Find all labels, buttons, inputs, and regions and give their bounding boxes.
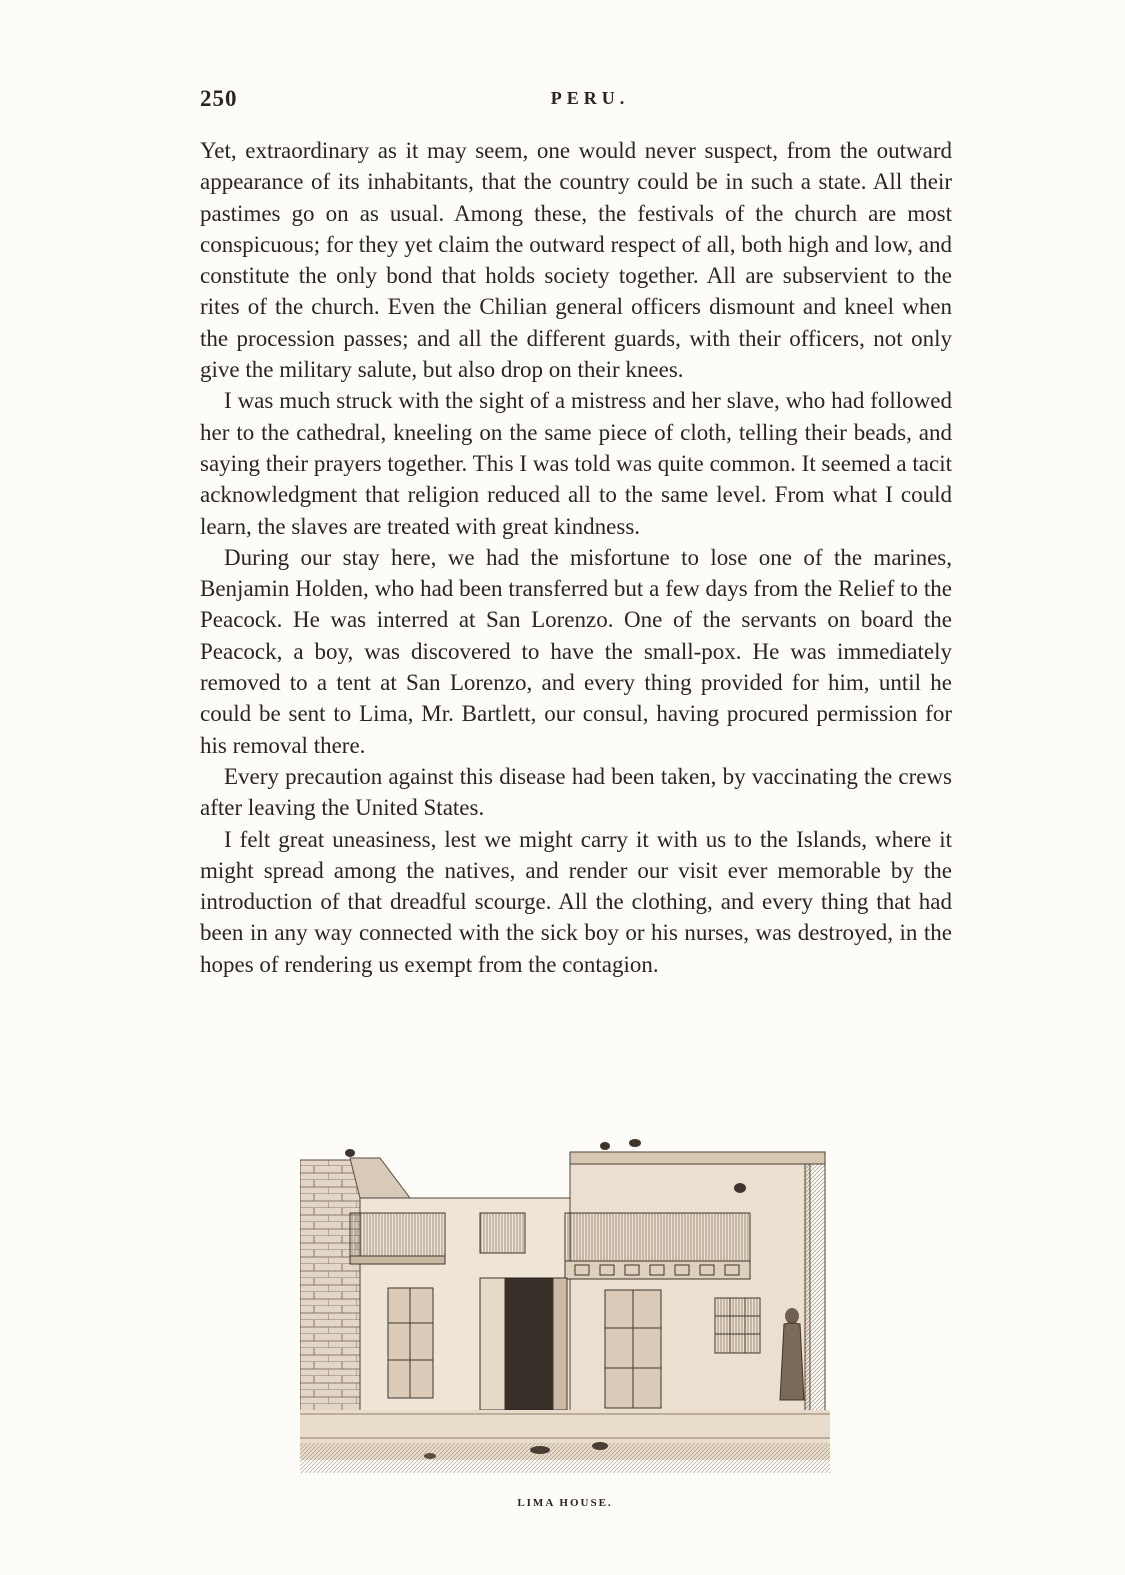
page-number: 250	[200, 86, 238, 111]
paragraph: Every precaution against this disease had been taken, by vaccinating the crews after leaving the United States.	[200, 763, 952, 821]
house-engraving	[300, 1138, 830, 1486]
paragraph: During our stay here, we had the misfortune to lose one of the marines, Benjamin Holden, who had been transferred but a few days from the Relief to the Peacock. He was interred at San Lorenzo. One of the servants on board the Peacock, a boy, was discovered to have the small-pox. He was immediately removed to a tent at San Lorenzo, and every thing provided for him, until he could be sent to Lima, Mr. Bartlett, our consul, having procured permission for his removal there.	[200, 544, 952, 758]
paragraph: I felt great uneasiness, lest we might carry it with us to the Islands, where it might spread among the natives, and render our visit ever memorable by the introduction of that dreadful scourge. All the clothing, and every thing that had been in any way connected with the sick boy or his nurses, was destroyed, in the hopes of rendering us exempt from the contagion.	[200, 826, 952, 977]
lima-house-illustration	[300, 1138, 830, 1486]
running-head: PERU.	[550, 88, 630, 108]
page-header	[200, 86, 952, 122]
paragraph: Yet, extraordinary as it may seem, one would never suspect, from the outward appearance of its inhabitants, that the country could be in such a state. All their pastimes go on as usual. Among these, the festivals of the church are most conspicuous; for they yet claim the outward respect of all, both high and low, and constitute the only bond that holds society together. All are subservient to the rites of the church. Even the Chilian general officers dismount and kneel when the procession passes; and all the different guards, with their officers, not only give the military salute, but also drop on their knees.	[200, 138, 952, 383]
body-text	[200, 135, 952, 980]
paragraph: I was much struck with the sight of a mistress and her slave, who had followed her to the cathedral, kneeling on the same piece of cloth, telling their beads, and saying their prayers together. This I was told was quite common. It seemed a tacit acknowledgment that religion reduced all to the same level. From what I could learn, the slaves are treated with great kindness.	[200, 388, 952, 539]
figure-caption: LIMA HOUSE.	[517, 1497, 613, 1509]
